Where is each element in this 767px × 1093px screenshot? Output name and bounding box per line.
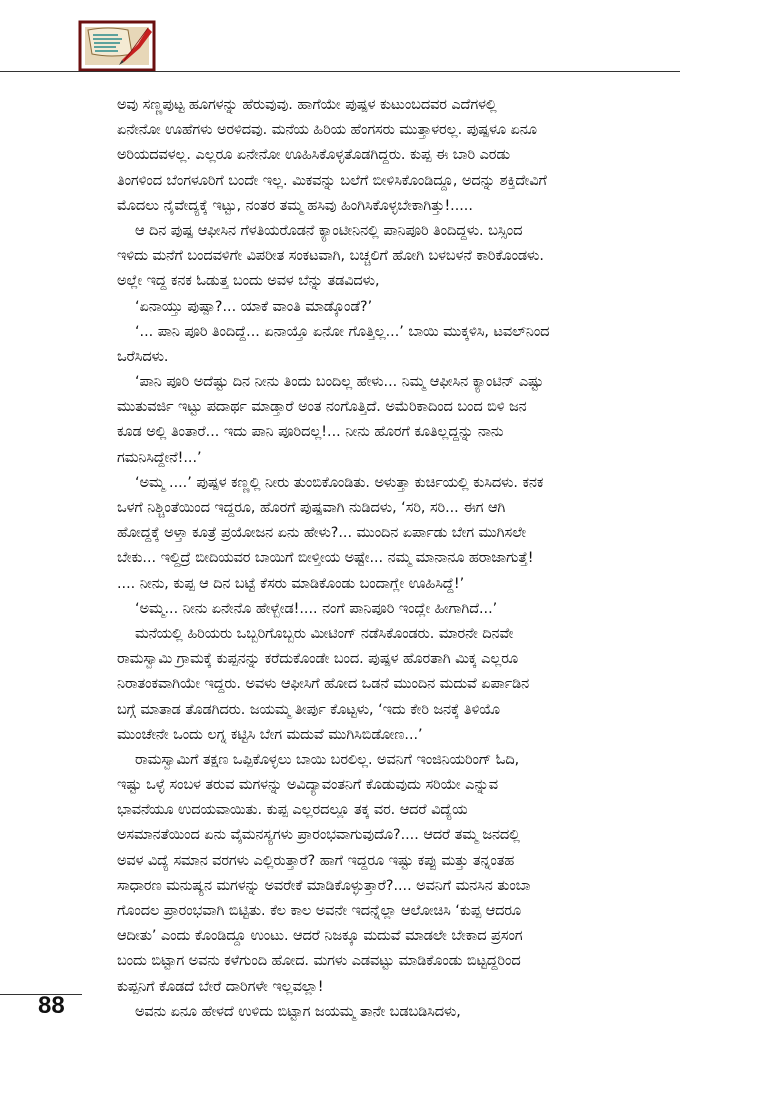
text-line: ಇಳಿದು ಮನೆಗೆ ಬಂದವಳಿಗೇ ವಿಪರೀತ ಸಂಕಟವಾಗಿ, ಬಚ್ಚಲಿಗೆ ಹೋಗಿ ಬಳಬಳನೆ ಕಾರಿಕೊಂಡಳು. [117,248,544,265]
body-text [117,93,677,1025]
text-line: ಬಗ್ಗೆ ಮಾತಾಡ ತೊಡಗಿದರು. ಜಯಮ್ಮ ತೀರ್ಪು ಕೊಟ್ಟಳು, ‘ಇದು ಕೇರಿ ಜನಕ್ಕೆ ತಿಳಿಯೊ [117,701,500,718]
text-line: ಸಾಧಾರಣ ಮನುಷ್ಯನ ಮಗಳನ್ನು ಅವರೇಕೆ ಮಾಡಿಕೊಳ್ಳುತ್ತಾರೆ?.... ಅವನಿಗೆ ಮನಸಿನ ತುಂಬಾ [117,877,531,894]
text-line: ರಾಮಸ್ವಾಮಿ ಗ್ರಾಮಕ್ಕೆ ಕುಪ್ಪನನ್ನು ಕರೆದುಕೊಂಡೇ ಬಂದ. ಪುಷ್ಪಳ ಹೊರತಾಗಿ ಮಿಕ್ಕ ಎಲ್ಲರೂ [117,651,518,668]
text-line: ಕುಪ್ಪನಿಗೆ ಕೊಡದೆ ಬೇರೆ ದಾರಿಗಳೇ ಇಲ್ಲವಲ್ಲಾ! [117,978,324,995]
text-line: ಬೇಕು... ಇಲ್ದಿದ್ರೆ ಬೀದಿಯವರ ಬಾಯಿಗೆ ಬೀಳ್ತೀಯ ಅಷ್ಟೇ... ನಮ್ಮ ಮಾನಾನೂ ಹರಾಜಾಗುತ್ತೆ! [117,550,534,567]
text-line: ಮೊದಲು ನೈವೇದ್ಯಕ್ಕೆ ಇಟ್ಟು, ನಂತರ ತಮ್ಮ ಹಸಿವು ಹಿಂಗಿಸಿಕೊಳ್ಳಬೇಕಾಗಿತ್ತು!..... [117,197,473,214]
text-line: ಅಸಮಾನತೆಯಿಂದ ಏನು ವೈಮನಸ್ಯಗಳು ಪ್ರಾರಂಭವಾಗುವುದೊ?.... ಆದರೆ ತಮ್ಮ ಜನದಲ್ಲಿ [117,827,520,844]
text-line: ಅಲ್ಲೇ ಇದ್ದ ಕನಕ ಓಡುತ್ತ ಬಂದು ಅವಳ ಬೆನ್ನು ತಡವಿದಳು, [117,273,380,290]
header-rule [0,71,680,72]
text-line: ಅವನು ಏನೂ ಹೇಳದೆ ಉಳಿದು ಬಿಟ್ಟಾಗ ಜಯಮ್ಮ ತಾನೇ ಬಡಬಡಿಸಿದಳು, [135,1003,461,1020]
text-line: ಆದೀತು’ ಎಂದು ಕೊಂಡಿದ್ದೂ ಉಂಟು. ಆದರೆ ನಿಜಕ್ಕೂ ಮದುವೆ ಮಾಡಲೇ ಬೇಕಾದ ಪ್ರಸಂಗ [117,928,523,945]
text-line: ಒಳಗೆ ನಿಶ್ಚಿಂತೆಯಿಂದ ಇದ್ದರೂ, ಹೊರಗೆ ಪುಷ್ಪವಾಗಿ ನುಡಿದಳು, ‘ಸರಿ, ಸರಿ... ಈಗ ಆಗಿ [117,500,506,516]
text-line: ಇಷ್ಟು ಒಳ್ಳೆ ಸಂಬಳ ತರುವ ಮಗಳನ್ನು ಅವಿದ್ಯಾವಂತನಿಗೆ ಕೊಡುವುದು ಸರಿಯೇ ಎನ್ನುವ [117,777,498,794]
text-line: ಮುಂಚೇನೇ ಒಂದು ಲಗ್ನ ಕಟ್ಟಿಸಿ ಬೇಗ ಮದುವೆ ಮುಗಿಸಿಬಿಡೋಣ...’ [117,726,423,743]
text-line: ಆ ದಿನ ಪುಷ್ಪ ಆಫೀಸಿನ ಗೆಳತಿಯರೊಡನೆ ಕ್ಯಾಂಟೀನಿನಲ್ಲಿ ಪಾನಿಪೂರಿ ತಿಂದಿದ್ದಳು. ಬಸ್ಸಿಂದ [135,222,523,239]
text-line: ನಿರಾತಂಕವಾಗಿಯೇ ಇದ್ದರು. ಅವಳು ಆಫೀಸಿಗೆ ಹೋದ ಒಡನೆ ಮುಂದಿನ ಮದುವೆ ಏರ್ಪಾಡಿನ [117,676,530,693]
text-line: ಮನೆಯಲ್ಲಿ ಹಿರಿಯರು ಒಬ್ಬರಿಗೊಬ್ಬರು ಮೀಟಿಂಗ್ ನಡೆಸಿಕೊಂಡರು. ಮಾರನೇ ದಿನವೇ [135,625,514,642]
text-line: ಅವಳ ವಿದ್ಯೆ ಸಮಾನ ವರಗಳು ಎಲ್ಲಿರುತ್ತಾರೆ? ಹಾಗೆ ಇದ್ದರೂ ಇಷ್ಟು ಕಪ್ಪು ಮತ್ತು ತನ್ನಂತಹ [117,852,515,869]
text-line: ‘ಅಮ್ಮ ....’ ಪುಷ್ಪಳ ಕಣ್ಣಲ್ಲಿ ನೀರು ತುಂಬಿಕೊಂಡಿತು. ಅಳುತ್ತಾ ಕುರ್ಚಿಯಲ್ಲಿ ಕುಸಿದಳು. ಕನಕ [135,474,544,491]
text-line: .... ನೀನು, ಕುಪ್ಪ ಆ ದಿನ ಬಟ್ಟೆ ಕೆಸರು ಮಾಡಿಕೊಂಡು ಬಂದಾಗ್ಲೇ ಊಹಿಸಿದ್ದೆ!’ [117,575,465,592]
text-line: ಏನೇನೋ ಊಹೆಗಳು ಅರಳಿದವು. ಮನೆಯ ಹಿರಿಯ ಹೆಂಗಸರು ಮುತ್ತಾಳರಲ್ಲ. ಪುಷ್ಪಳೂ ಏನೂ [117,122,537,139]
text-line: ಅವು ಸಣ್ಣಪುಟ್ಟ ಹೂಗಳನ್ನು ಹೆರುವುವು. ಹಾಗೆಯೇ ಪುಷ್ಪಳ ಕುಟುಂಬದವರ ಎದೆಗಳಲ್ಲಿ [117,97,497,113]
text-line: ಬಂದು ಬಿಟ್ಟಾಗ ಅವನು ಕಳೆಗುಂದಿ ಹೋದ. ಮಗಳು ಎಡವಟ್ಟು ಮಾಡಿಕೊಂಡು ಬಿಟ್ಟದ್ದರಿಂದ [117,953,521,970]
page-number: 88 [38,992,65,1019]
scroll-with-quill-icon [78,20,156,72]
text-line: ‘... ಪಾನಿ ಪೂರಿ ತಿಂದಿದ್ದೆ... ಏನಾಯ್ತೊ ಏನೋ ಗೊತ್ತಿಲ್ಲ...’ ಬಾಯಿ ಮುಕ್ಕಳಿಸಿ, ಟವಲ್‌ನಿಂದ [135,323,550,340]
text-line: ಅರಿಯದವಳಲ್ಲ. ಎಲ್ಲರೂ ಏನೇನೋ ಊಹಿಸಿಕೊಳ್ಳತೊಡಗಿದ್ದರು. ಕುಪ್ಪ ಈ ಬಾರಿ ಎರಡು [117,147,511,164]
text-line: ‘ಅಮ್ಮ... ನೀನು ಏನೇನೊ ಹೇಳ್ಬೇಡ!.... ನಂಗೆ ಪಾನಿಪೂರಿ ಇಂದ್ಲೇ ಹೀಗಾಗಿದೆ...’ [135,600,498,617]
text-line: ‘ಏನಾಯ್ತು ಪುಷ್ಪಾ?... ಯಾಕೆ ವಾಂತಿ ಮಾಡ್ಕೊಂಡೆ?’ [135,298,373,315]
text-line: ಒರೆಸಿದಳು. [117,348,169,365]
text-line: ಭಾವನೆಯೂ ಉದಯವಾಯಿತು. ಕುಪ್ಪ ಎಲ್ಲರದಲ್ಲೂ ತಕ್ಕ ವರ. ಆದರೆ ವಿದ್ಯೆಯ [117,802,468,819]
text-line: ಗೊಂದಲ ಪ್ರಾರಂಭವಾಗಿ ಬಿಟ್ಟಿತು. ಕೆಲ ಕಾಲ ಅವನೇ ಇದನ್ನೆಲ್ಲಾ ಆಲೋಚಿಸಿ ‘ಕುಪ್ಪ ಆದರೂ [117,903,521,919]
text-line: ಮುತುವರ್ಜಿ ಇಟ್ಟು ಪದಾರ್ಥ ಮಾಡ್ತಾರೆ ಅಂತ ನಂಗೊತ್ತಿದೆ. ಅಮೆರಿಕಾದಿಂದ ಬಂದ ಬಿಳಿ ಜನ [117,399,527,416]
text-line: ‘ಪಾನಿ ಪೂರಿ ಅದೆಷ್ಟು ದಿನ ನೀನು ತಿಂದು ಬಂದಿಲ್ಲ ಹೇಳು... ನಿಮ್ಮ ಆಫೀಸಿನ ಕ್ಯಾಂಟಿನ್ ಎಷ್ಟು [135,374,544,391]
text-line: ತಿಂಗಳಿಂದ ಬೆಂಗಳೂರಿಗೆ ಬಂದೇ ಇಲ್ಲ. ಮಿಕವನ್ನು ಬಲೆಗೆ ಬೀಳಿಸಿಕೊಂಡಿದ್ದೂ, ಅದನ್ನು ಶಕ್ತಿದೇವಿಗೆ [117,172,547,189]
text-line: ಗಮನಿಸಿದ್ದೇನೆ!...’ [117,449,202,466]
text-line: ರಾಮಸ್ವಾಮಿಗೆ ತಕ್ಷಣ ಒಪ್ಪಿಕೊಳ್ಳಲು ಬಾಯಿ ಬರಲಿಲ್ಲ. ಅವನಿಗೆ ಇಂಜಿನಿಯರಿಂಗ್ ಓದಿ, [135,751,520,768]
text-line: ಕೂಡ ಅಲ್ಲಿ ತಿಂತಾರೆ... ಇದು ಪಾನಿ ಪೂರಿದಲ್ಲ!... ನೀನು ಹೊರಗೆ ಕೂತಿಲ್ಲದ್ದನ್ನು ನಾನು [117,424,504,441]
text-line: ಹೋದ್ದಕ್ಕೆ ಅಳ್ತಾ ಕೂತ್ರೆ ಪ್ರಯೋಜನ ಏನು ಹೇಳು?... ಮುಂದಿನ ಏರ್ಪಾಡು ಬೇಗ ಮುಗಿಸಲೇ [117,525,527,542]
